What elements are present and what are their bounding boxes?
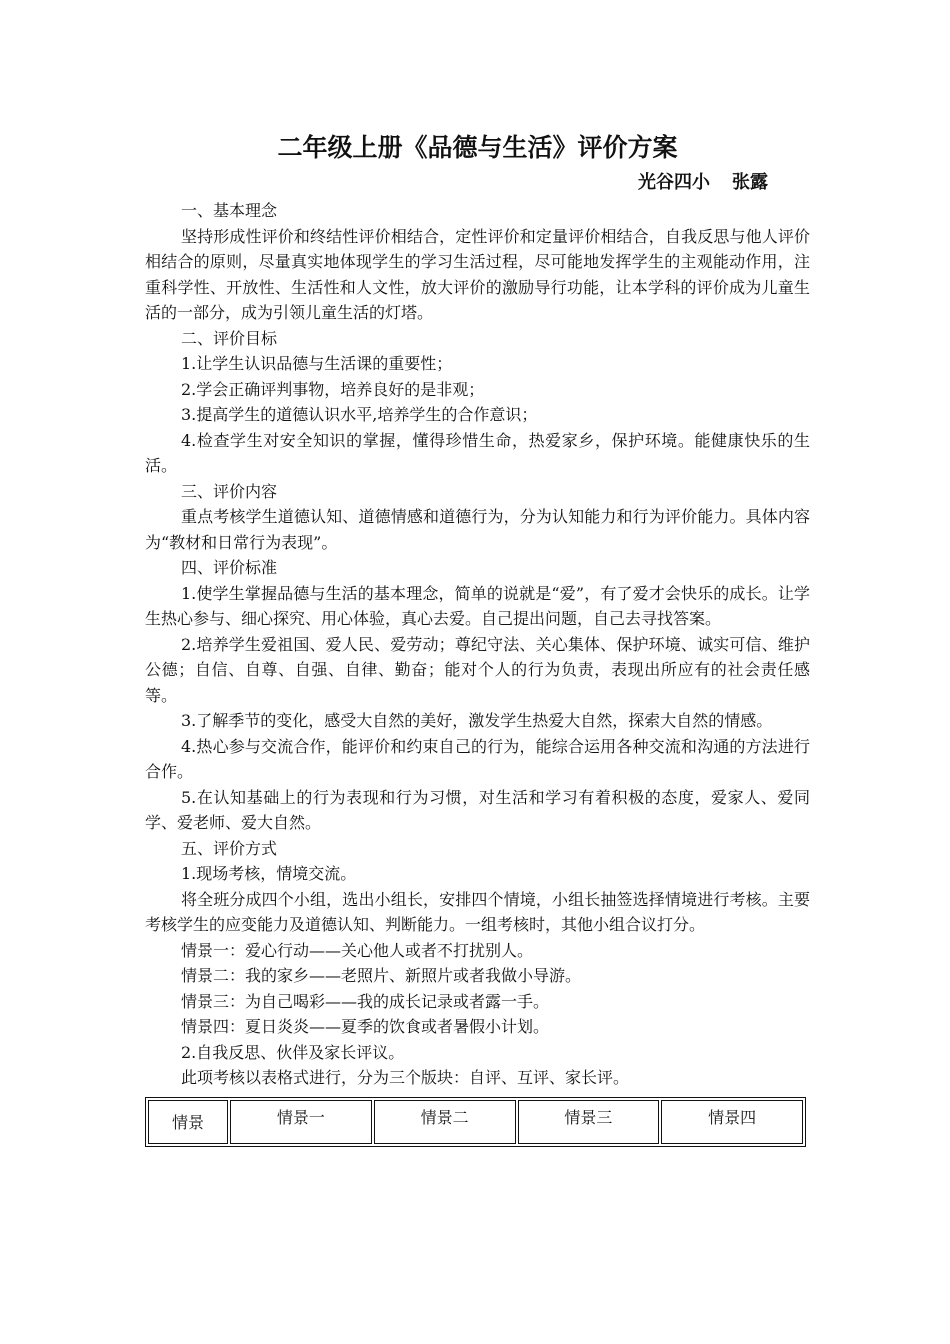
list-item: 4.检查学生对安全知识的掌握，懂得珍惜生命，热爱家乡，保护环境。能健康快乐的生活。 (145, 430, 810, 475)
document-body (145, 198, 810, 1091)
scenario-item: 情景二：我的家乡——老照片、新照片或者我做小导游。 (181, 966, 582, 985)
list-item: 2.自我反思、伙伴及家长评议。 (181, 1042, 405, 1062)
list-item: 1.使学生掌握品德与生活的基本理念，简单的说就是“爱”，有了爱才会快乐的成长。让学生热心参与、细心探究、用心体验，真心去爱。自己提出问题，自己去寻找答案。 (145, 583, 810, 628)
section-heading-3: 三、评价内容 (181, 481, 278, 501)
author-school: 光谷四小 (638, 172, 710, 193)
list-item: 2.培养学生爱祖国、爱人民、爱劳动；尊纪守法、关心集体、保护环境、诚实可信、维护公德；自信、自尊、自强、自律、勤奋；能对个人的行为负责，表现出所应有的社会责任感等。 (145, 634, 810, 705)
paragraph: 此项考核以表格式进行，分为三个版块：自评、互评、家长评。 (181, 1068, 630, 1087)
list-item: 4.热心参与交流合作，能评价和约束自己的行为，能综合运用各种交流和沟通的方法进行合作。 (145, 736, 810, 781)
document-title: 二年级上册《品德与生活》评价方案 (277, 133, 678, 162)
list-item: 1.现场考核，情境交流。 (181, 864, 357, 883)
table-header-cell: 情景 (148, 1100, 228, 1144)
table-header-cell: 情景一 (230, 1100, 372, 1144)
list-item: 2.学会正确评判事物，培养良好的是非观； (181, 379, 485, 399)
list-item: 1.让学生认识品德与生活课的重要性； (181, 354, 453, 373)
author-line (145, 168, 810, 198)
document-page (145, 128, 810, 1147)
scenario-item: 情景三：为自己喝彩——我的成长记录或者露一手。 (181, 991, 550, 1011)
list-item: 3.了解季节的变化，感受大自然的美好，激发学生热爱大自然，探索大自然的情感。 (181, 711, 773, 730)
paragraph: 重点考核学生道德认知、道德情感和道德行为，分为认知能力和行为评价能力。具体内容为“教材和日常行为表现”。 (145, 507, 810, 552)
table-header-cell: 情景四 (661, 1100, 803, 1144)
table-header-cell: 情景二 (374, 1100, 516, 1144)
list-item: 3.提高学生的道德认识水平,培养学生的合作意识； (181, 405, 538, 424)
list-item: 5.在认知基础上的行为表现和行为习惯，对生活和学习有着积极的态度，爱家人、爱同学、爱老师、爱大自然。 (145, 787, 810, 832)
author-name: 张露 (732, 172, 768, 193)
section-heading-2: 二、评价目标 (181, 328, 278, 348)
section-heading-1: 一、基本理念 (181, 201, 278, 220)
paragraph: 将全班分成四个小组，选出小组长，安排四个情境，小组长抽签选择情境进行考核。主要考核学生的应变能力及道德认知、判断能力。一组考核时，其他小组合议打分。 (145, 889, 810, 934)
paragraph: 坚持形成性评价和终结性评价相结合，定性评价和定量评价相结合，自我反思与他人评价相结合的原则，尽量真实地体现学生的学习生活过程，尽可能地发挥学生的主观能动作用，注重科学性、开放性、生活性和人文性，放大评价的激励导行功能，让本学科的评价成为儿童生活的一部分，成为引领儿童生活的灯塔。 (145, 226, 810, 322)
table-header-cell: 情景三 (518, 1100, 660, 1144)
scenario-item: 情景一：爱心行动——关心他人或者不打扰别人。 (181, 940, 534, 960)
section-heading-4: 四、评价标准 (181, 558, 278, 577)
evaluation-table (145, 1097, 806, 1147)
table-row (148, 1100, 803, 1144)
section-heading-5: 五、评价方式 (181, 838, 278, 858)
scenario-item: 情景四：夏日炎炎——夏季的饮食或者暑假小计划。 (181, 1017, 550, 1036)
